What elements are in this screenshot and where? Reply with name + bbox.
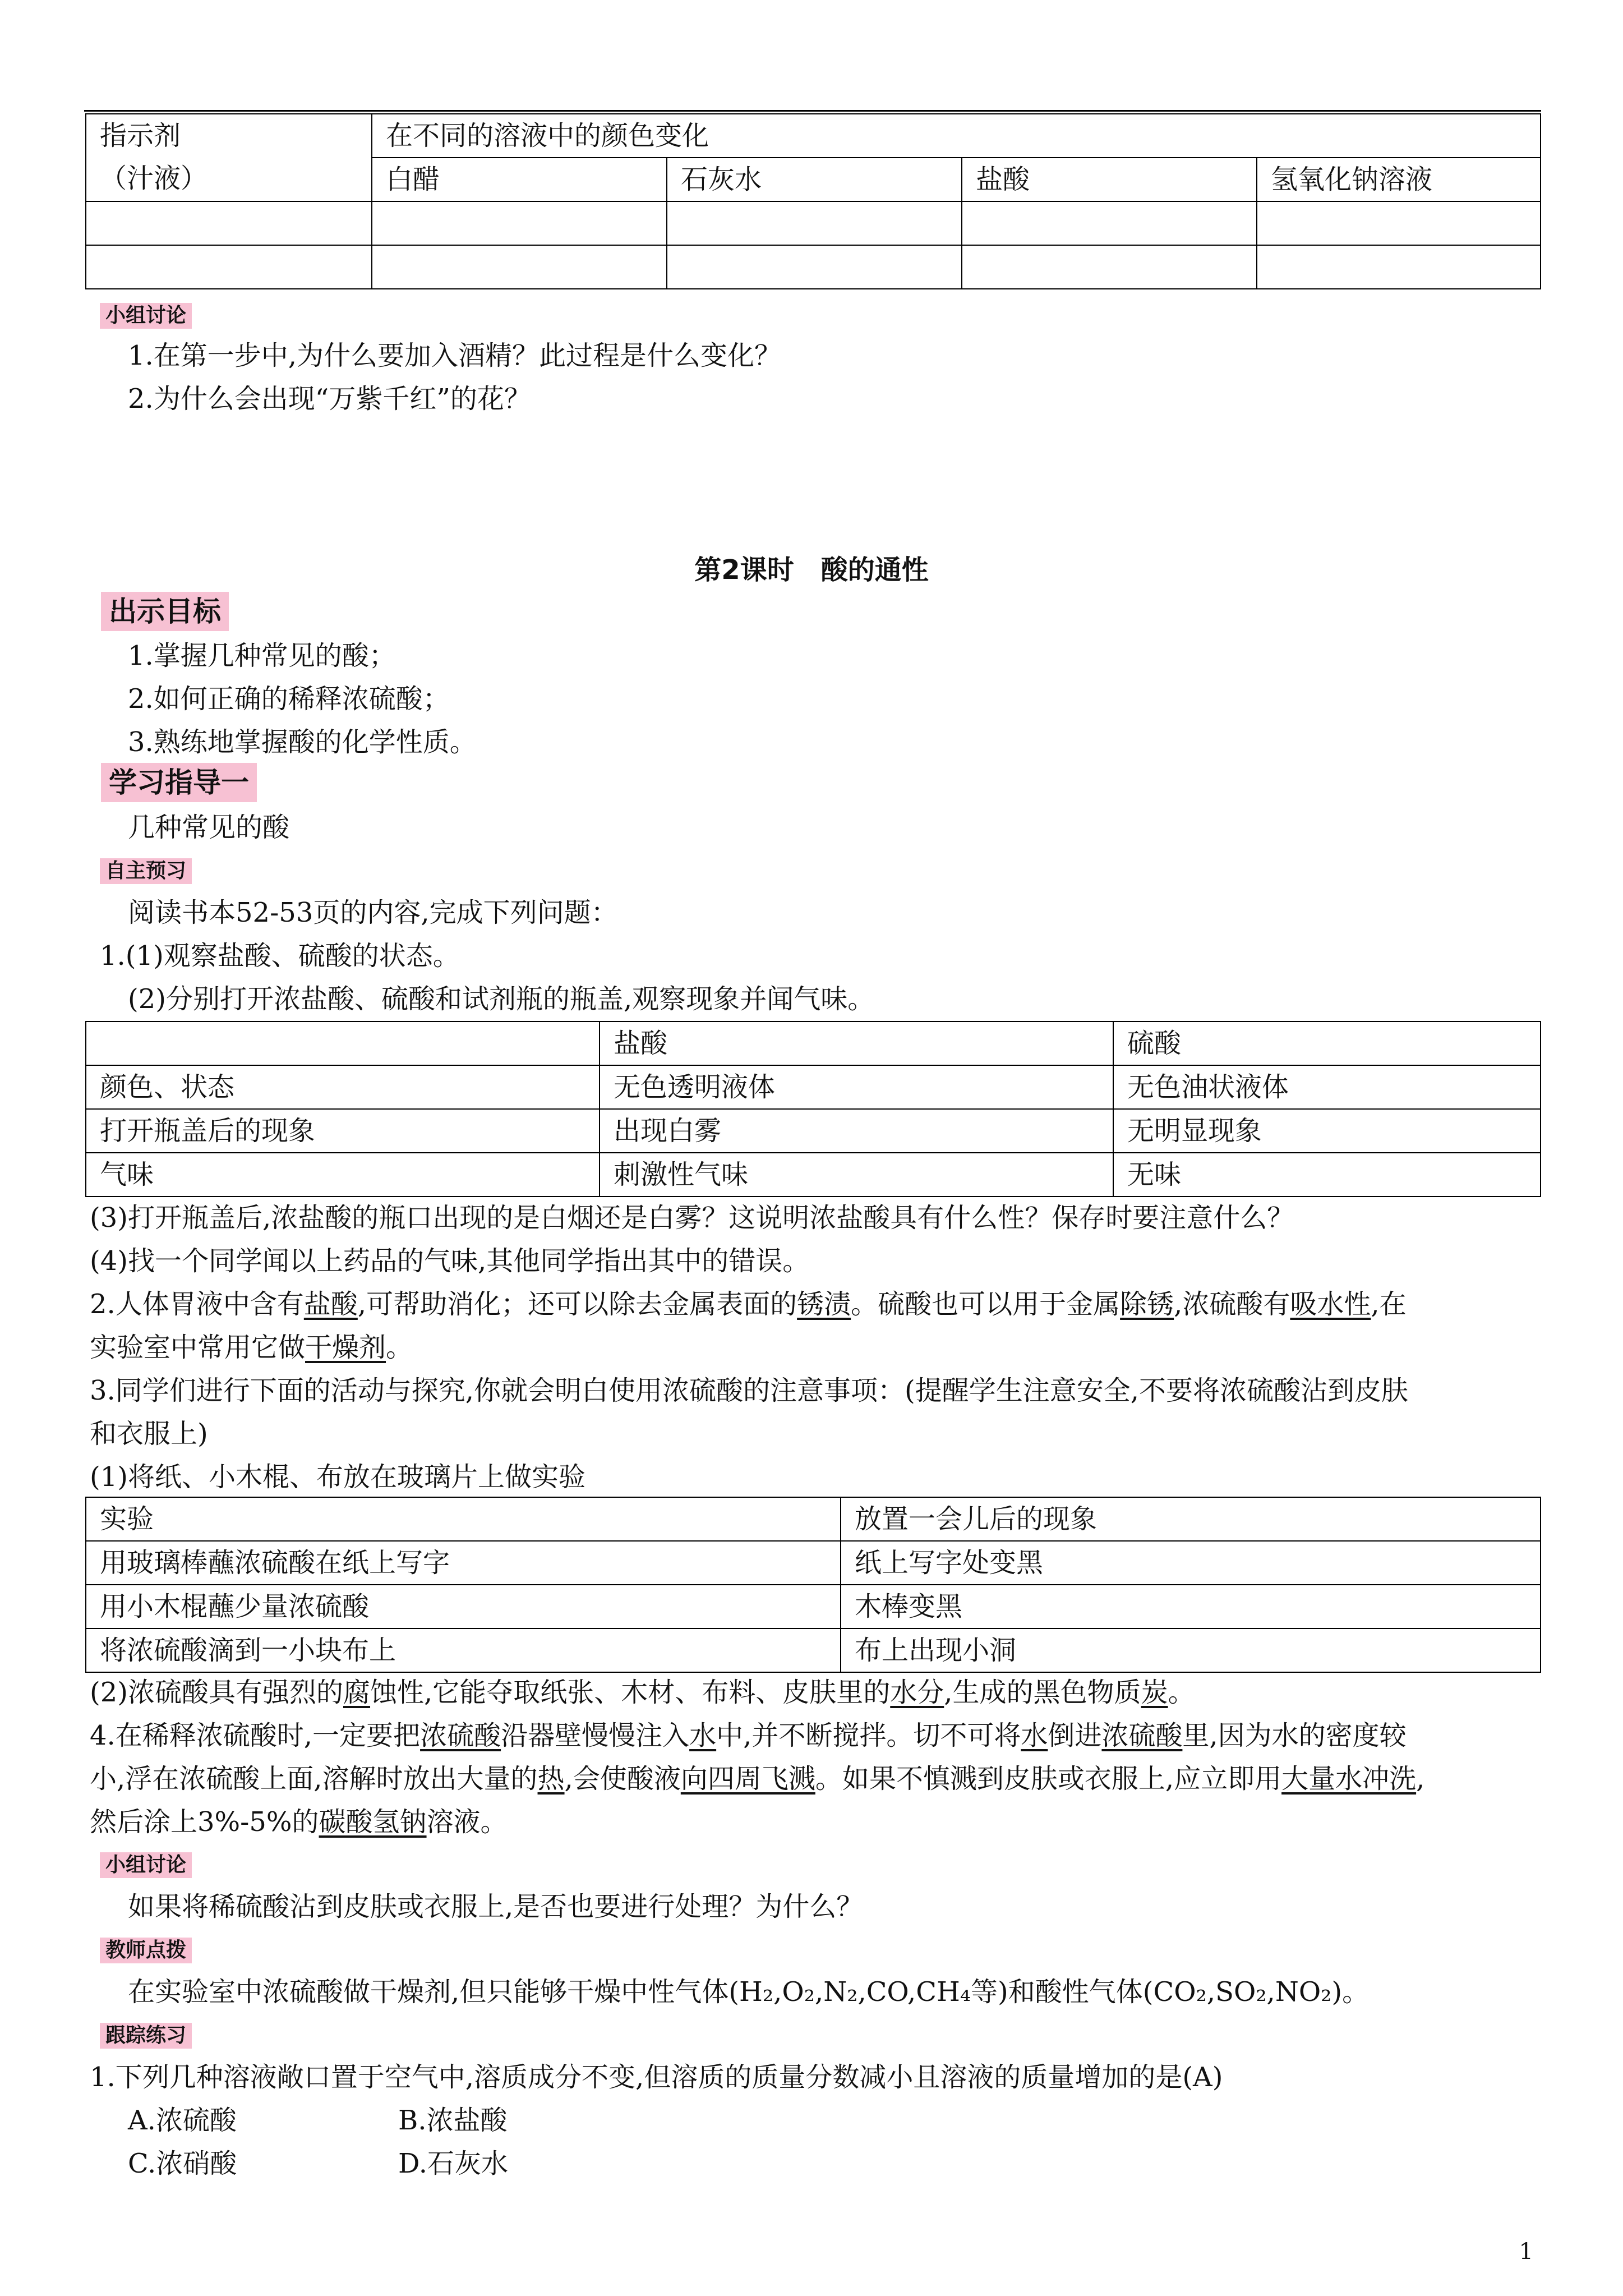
answer: 吸水性	[1290, 1289, 1371, 1320]
paragraph-q4-cont: 然后涂上3%-5%的碳酸氢钠溶液。	[90, 1806, 508, 1838]
table-cell: 刺激性气味	[600, 1153, 1113, 1197]
indicator-header: 指示剂	[100, 120, 181, 151]
indicator-table	[85, 113, 1541, 289]
top-rule	[84, 110, 1541, 112]
col-header: 盐酸	[962, 158, 1257, 201]
table-cell: 气味	[86, 1153, 600, 1197]
table-cell: 将浓硫酸滴到一小块布上	[86, 1628, 841, 1672]
table-row	[86, 201, 1541, 245]
table-cell: 盐酸	[600, 1022, 1113, 1065]
answer: 干燥剂	[305, 1332, 386, 1363]
table-cell: 出现白雾	[600, 1109, 1113, 1153]
goal-item: 1.掌握几种常见的酸；	[128, 640, 396, 671]
table-row	[86, 1153, 1541, 1197]
table-cell: 无味	[1113, 1153, 1541, 1197]
paragraph-q4-cont: 小,浮在浓硫酸上面,溶解时放出大量的热,会使酸液向四周飞溅。如果不慎溅到皮肤或衣服上,应立即用大量水冲洗,	[90, 1763, 1425, 1795]
table-cell: 纸上写字处变黑	[841, 1541, 1541, 1585]
paragraph: 和衣服上)	[90, 1418, 208, 1450]
table-cell: 无色油状液体	[1113, 1065, 1541, 1109]
table-cell: 硫酸	[1113, 1022, 1541, 1065]
col-header: 白醋	[372, 158, 667, 201]
goal-item: 3.熟练地掌握酸的化学性质。	[128, 726, 477, 758]
answer: 水	[689, 1720, 717, 1751]
paragraph-q2: 2.人体胃液中含有盐酸,可帮助消化；还可以除去金属表面的锈渍。硫酸也可以用于金属除锈,浓硫酸有吸水性,在	[90, 1289, 1407, 1320]
table-row	[86, 1065, 1541, 1109]
color-change-header: 在不同的溶液中的颜色变化	[372, 114, 1541, 158]
answer: 浓硫酸	[420, 1720, 501, 1751]
col-header: 石灰水	[667, 158, 962, 201]
col-header: 氢氧化钠溶液	[1257, 158, 1541, 201]
table-cell: 放置一会儿后的现象	[841, 1497, 1541, 1541]
answer: 炭	[1141, 1677, 1168, 1708]
discussion-question: 1.在第一步中,为什么要加入酒精？此过程是什么变化？	[128, 340, 782, 371]
paragraph: 阅读书本52-53页的内容,完成下列问题：	[128, 897, 618, 928]
table-cell	[86, 1022, 600, 1065]
paragraph: (1)将纸、小木棍、布放在玻璃片上做实验	[90, 1461, 585, 1493]
table-row	[86, 1022, 1541, 1065]
table-cell: 用玻璃棒蘸浓硫酸在纸上写字	[86, 1541, 841, 1585]
teacher-tip-tag: 教师点拨	[100, 1938, 192, 1963]
table-row	[86, 1541, 1541, 1585]
answer: 盐酸	[303, 1289, 358, 1320]
answer: 向四周飞溅	[680, 1763, 815, 1795]
answer: 水	[1021, 1720, 1048, 1751]
paragraph-q2-cont: 实验室中常用它做干燥剂。	[90, 1332, 413, 1363]
option-d: D.石灰水	[398, 2148, 509, 2179]
discussion-question: 2.为什么会出现“万紫千红”的花？	[128, 383, 531, 415]
paragraph: (2)分别打开浓盐酸、硫酸和试剂瓶的瓶盖,观察现象并闻气味。	[128, 983, 875, 1015]
paragraph-q4: 4.在稀释浓硫酸时,一定要把浓硫酸沿器壁慢慢注入水中,并不断搅拌。切不可将水倒进浓硫酸里,因为水的密度较	[90, 1720, 1407, 1751]
answer: 碳酸氢钠	[319, 1806, 427, 1838]
answer: 锈渍	[797, 1289, 851, 1320]
question: 1.下列几种溶液敞口置于空气中,溶质成分不变,但溶质的质量分数减小且溶液的质量增加的是(A)	[90, 2062, 1223, 2093]
group-discussion-tag: 小组讨论	[100, 1852, 192, 1878]
option-b: B.浓盐酸	[398, 2105, 508, 2136]
table-row	[86, 1109, 1541, 1153]
table-cell: 用小木棍蘸少量浓硫酸	[86, 1585, 841, 1628]
paragraph: (3)打开瓶盖后,浓盐酸的瓶口出现的是白烟还是白雾？这说明浓盐酸具有什么性？保存时要注意什么？	[90, 1202, 1294, 1234]
paragraph: 在实验室中浓硫酸做干燥剂,但只能够干燥中性气体(H₂,O₂,N₂,CO,CH₄等)和酸性气体(CO₂,SO₂,NO₂)。	[128, 1976, 1370, 2008]
paragraph: (4)找一个同学闻以上药品的气味,其他同学指出其中的错误。	[90, 1245, 810, 1277]
table-cell: 无色透明液体	[600, 1065, 1113, 1109]
guide-subtitle: 几种常见的酸	[128, 812, 290, 843]
answer: 大量水冲洗	[1281, 1763, 1417, 1795]
acid-table	[85, 1021, 1541, 1197]
paragraph: 如果将稀硫酸沾到皮肤或衣服上,是否也要进行处理？为什么？	[128, 1891, 864, 1922]
paragraph: 3.同学们进行下面的活动与探究,你就会明白使用浓硫酸的注意事项：(提醒学生注意安全,不要将浓硫酸沾到皮肤	[90, 1375, 1409, 1406]
answer: 除锈	[1120, 1289, 1174, 1320]
option-a: A.浓硫酸	[128, 2105, 237, 2136]
option-c: C.浓硝酸	[128, 2148, 237, 2179]
table-row	[86, 1628, 1541, 1672]
guide-tag: 学习指导一	[101, 763, 257, 802]
table-cell: 实验	[86, 1497, 841, 1541]
page-number: 1	[1519, 2239, 1533, 2265]
paragraph: 1.(1)观察盐酸、硫酸的状态。	[100, 940, 460, 972]
table-cell: 无明显现象	[1113, 1109, 1541, 1153]
table-cell: 布上出现小洞	[841, 1628, 1541, 1672]
lesson-title: 第2课时 酸的通性	[694, 554, 929, 586]
answer: 水分	[890, 1677, 944, 1708]
table-row	[86, 1585, 1541, 1628]
juice-header: （汁液）	[100, 163, 208, 194]
answer: 浓硫酸	[1101, 1720, 1183, 1751]
group-discussion-tag: 小组讨论	[100, 303, 192, 329]
table-row	[86, 1497, 1541, 1541]
goals-tag: 出示目标	[101, 592, 229, 631]
goal-item: 2.如何正确的稀释浓硫酸；	[128, 683, 450, 715]
practice-tag: 跟踪练习	[100, 2023, 192, 2049]
preview-tag: 自主预习	[100, 858, 192, 884]
table-cell: 颜色、状态	[86, 1065, 600, 1109]
paragraph-q3b: (2)浓硫酸具有强烈的腐蚀性,它能夺取纸张、木材、布料、皮肤里的水分,生成的黑色物质炭。	[90, 1677, 1195, 1708]
answer: 热	[537, 1763, 565, 1795]
table-row	[86, 245, 1541, 289]
answer: 腐	[343, 1677, 371, 1708]
indicator-header-cell	[86, 114, 372, 201]
table-cell: 打开瓶盖后的现象	[86, 1109, 600, 1153]
table-cell: 木棒变黑	[841, 1585, 1541, 1628]
experiment-table	[85, 1497, 1541, 1673]
